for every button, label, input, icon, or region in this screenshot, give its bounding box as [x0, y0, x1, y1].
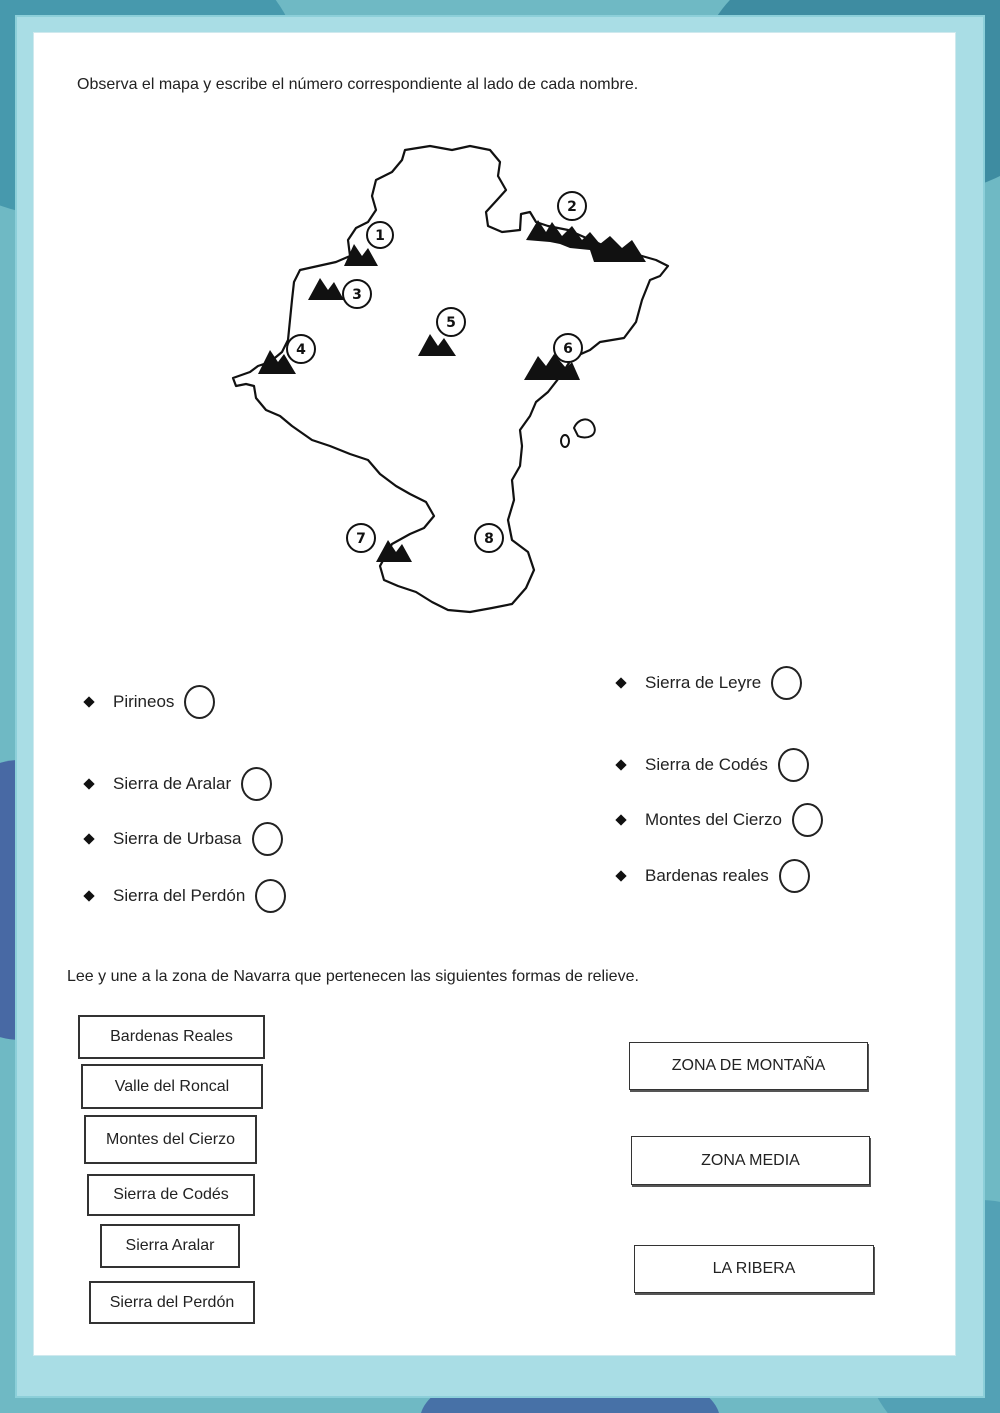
- bullet-icon: [615, 759, 626, 770]
- svg-text:2: 2: [567, 199, 577, 215]
- relief-box[interactable]: Sierra Aralar: [100, 1224, 240, 1268]
- item-label: Sierra del Perdón: [113, 886, 246, 905]
- list-item: [617, 748, 809, 782]
- navarra-map: [0, 0, 1000, 640]
- relief-box[interactable]: Montes del Cierzo: [84, 1115, 257, 1164]
- marker-3: [343, 280, 371, 308]
- marker-7: [347, 524, 375, 552]
- zone-box-ribera[interactable]: LA RIBERA: [634, 1245, 874, 1293]
- relief-box[interactable]: Sierra de Codés: [87, 1174, 255, 1216]
- enclave-dot: [561, 435, 569, 447]
- answer-circle[interactable]: [771, 666, 802, 700]
- svg-text:4: 4: [296, 342, 306, 358]
- marker-6: [554, 334, 582, 362]
- zone-box-montana[interactable]: ZONA DE MONTAÑA: [629, 1042, 868, 1090]
- marker-2: [558, 192, 586, 220]
- marker-1: [367, 222, 393, 248]
- marker-5: [437, 308, 465, 336]
- mountain-icon: [526, 220, 646, 262]
- bullet-icon: [83, 833, 94, 844]
- item-label: Sierra de Aralar: [113, 774, 232, 793]
- enclave-outline: [574, 419, 595, 437]
- list-item: [85, 822, 283, 856]
- bullet-icon: [83, 778, 94, 789]
- item-label: Sierra de Codés: [645, 755, 768, 774]
- relief-box[interactable]: Sierra del Perdón: [89, 1281, 255, 1324]
- answer-circle[interactable]: [252, 822, 283, 856]
- answer-circle[interactable]: [255, 879, 286, 913]
- list-item: [85, 767, 272, 801]
- mountain-icon: [308, 278, 344, 300]
- item-label: Sierra de Urbasa: [113, 829, 242, 848]
- instruction-1: Observa el mapa y escribe el número correspondiente al lado de cada nombre.: [77, 76, 639, 93]
- navarra-outline: [233, 146, 668, 612]
- item-label: Bardenas reales: [645, 866, 769, 885]
- bullet-icon: [615, 677, 626, 688]
- list-item: [617, 803, 823, 837]
- svg-text:5: 5: [446, 315, 456, 331]
- answer-circle[interactable]: [241, 767, 272, 801]
- zone-box-media[interactable]: ZONA MEDIA: [631, 1136, 870, 1185]
- mountain-icon: [418, 334, 456, 356]
- svg-text:6: 6: [563, 341, 573, 357]
- relief-box[interactable]: Bardenas Reales: [78, 1015, 265, 1059]
- answer-circle[interactable]: [792, 803, 823, 837]
- marker-8: [475, 524, 503, 552]
- bullet-icon: [83, 890, 94, 901]
- svg-text:7: 7: [356, 531, 366, 547]
- bullet-icon: [615, 870, 626, 881]
- list-item: [85, 685, 215, 719]
- marker-4: [287, 335, 315, 363]
- list-item: [85, 879, 286, 913]
- svg-text:3: 3: [352, 287, 362, 303]
- answer-circle[interactable]: [184, 685, 215, 719]
- svg-text:8: 8: [484, 531, 494, 547]
- item-label: Pirineos: [113, 692, 175, 711]
- bullet-icon: [615, 814, 626, 825]
- relief-box[interactable]: Valle del Roncal: [81, 1064, 263, 1109]
- bullet-icon: [83, 696, 94, 707]
- answer-circle[interactable]: [779, 859, 810, 893]
- item-label: Sierra de Leyre: [645, 673, 762, 692]
- list-item: [617, 666, 802, 700]
- svg-text:1: 1: [375, 228, 385, 244]
- answer-circle[interactable]: [778, 748, 809, 782]
- item-label: Montes del Cierzo: [645, 810, 783, 829]
- instruction-2: Lee y une a la zona de Navarra que pertenecen las siguientes formas de relieve.: [67, 968, 639, 985]
- list-item: [617, 859, 810, 893]
